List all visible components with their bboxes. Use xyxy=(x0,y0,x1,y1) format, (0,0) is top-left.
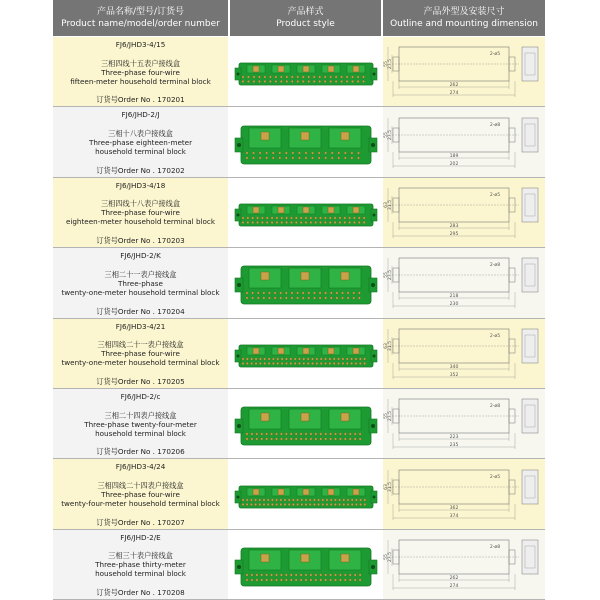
dim-half-height: 27.5 xyxy=(388,59,393,70)
model-number: FJ6/JHD3-4/21 xyxy=(115,321,166,331)
product-info-cell xyxy=(53,248,228,318)
terminal-block-photo xyxy=(233,393,379,455)
description-line: 三相十八表户接线盒 xyxy=(108,129,173,139)
dimension-drawing-cell xyxy=(383,459,545,529)
product-description xyxy=(61,340,219,367)
dim-mounting-width: 362 xyxy=(449,505,459,511)
product-image-cell xyxy=(230,389,381,459)
order-number: 订货号Order No . 170208 xyxy=(96,588,185,598)
table-row xyxy=(53,107,545,177)
product-image-cell xyxy=(230,37,381,107)
dim-hole-spec: 2-ø5 xyxy=(489,52,501,58)
description-line: 三相二十一表户接线盒 xyxy=(104,269,177,279)
description-line: Three-phase four-wire xyxy=(101,349,180,359)
table-row xyxy=(53,37,545,107)
dim-half-height: 31.5 xyxy=(388,481,393,492)
model-number: FJ6/JHD3-4/24 xyxy=(115,462,166,472)
dim-mounting-width: 262 xyxy=(449,83,459,89)
dim-mounting-width: 189 xyxy=(449,153,459,159)
description-line: twenty-one-meter household terminal block xyxy=(61,358,220,368)
product-image-cell xyxy=(230,107,381,177)
dim-half-height: 31.5 xyxy=(388,199,393,211)
product-image-cell xyxy=(230,248,381,318)
table-row xyxy=(53,178,545,248)
dimension-drawing-cell xyxy=(383,178,545,248)
dim-height: 55 xyxy=(384,131,389,138)
table-row xyxy=(53,459,545,529)
description-line: 三相四线十八表户接线盒 xyxy=(100,199,181,209)
header-col-product-name: 产品名称/型号/订货号 Product name/model/order number xyxy=(53,0,228,36)
table-header xyxy=(53,0,545,36)
description-line: twenty-four-meter household terminal block xyxy=(61,499,220,509)
table-row xyxy=(53,319,545,389)
description-line: household terminal block xyxy=(95,147,186,157)
product-table xyxy=(53,37,545,600)
terminal-block-photo xyxy=(233,323,379,385)
model-number: FJ6/JHD-2/E xyxy=(120,532,161,542)
product-description xyxy=(70,59,211,86)
product-image-cell xyxy=(230,178,381,248)
description-line: household terminal block xyxy=(95,428,186,438)
dim-hole-spec: 2-ø8 xyxy=(489,122,501,128)
dimension-drawing xyxy=(385,462,543,528)
header-col-dimension: 产品外型及安装尺寸 Outline and mounting dimension xyxy=(383,0,545,36)
dim-overall-width: 274 xyxy=(449,583,459,589)
dim-overall-width: 352 xyxy=(449,372,459,378)
dim-half-height: 27.5 xyxy=(388,129,393,140)
dim-overall-width: 295 xyxy=(449,231,459,237)
dimension-drawing xyxy=(385,532,543,598)
dim-half-height: 27.5 xyxy=(388,551,393,563)
model-number: FJ6/JHD-2/J xyxy=(121,110,160,120)
terminal-block-photo xyxy=(233,252,379,314)
dimension-drawing-cell xyxy=(383,37,545,107)
product-description xyxy=(61,481,220,508)
dim-height: 55 xyxy=(384,272,389,279)
model-number: FJ6/JHD-2/c xyxy=(120,391,161,401)
dim-height: 63 xyxy=(384,342,389,349)
dimension-drawing xyxy=(385,180,543,246)
dim-overall-width: 374 xyxy=(449,513,459,519)
dim-hole-spec: 2-ø8 xyxy=(489,404,501,410)
dim-mounting-width: 340 xyxy=(449,364,459,370)
terminal-block-photo xyxy=(233,464,379,526)
product-info-cell xyxy=(53,530,228,600)
product-description xyxy=(95,551,186,578)
dim-mounting-width: 218 xyxy=(449,294,459,300)
order-number: 订货号Order No . 170204 xyxy=(96,306,185,316)
order-number: 订货号Order No . 170202 xyxy=(96,165,185,175)
description-line: 三相四线二十一表户接线盒 xyxy=(97,340,184,350)
terminal-block-photo xyxy=(233,182,379,244)
dim-hole-spec: 2-ø5 xyxy=(489,474,501,480)
dimension-drawing xyxy=(385,39,543,105)
order-number: 订货号Order No . 170206 xyxy=(96,447,185,457)
dim-height: 55 xyxy=(384,61,389,68)
dimension-drawing xyxy=(385,391,543,457)
dim-mounting-width: 262 xyxy=(449,575,459,581)
dim-hole-spec: 2-ø8 xyxy=(489,544,501,550)
dimension-drawing-cell xyxy=(383,319,545,389)
description-line: household terminal block xyxy=(95,569,186,579)
description-line: 三相二十四表户接线盒 xyxy=(104,410,177,420)
terminal-block-photo xyxy=(233,41,379,103)
product-info-cell xyxy=(53,459,228,529)
dim-half-height: 27.5 xyxy=(388,270,393,281)
dim-overall-width: 235 xyxy=(449,443,459,449)
description-line: eighteen-meter household terminal block xyxy=(65,217,216,227)
model-number: FJ6/JHD-2/K xyxy=(120,251,161,261)
description-line: twenty-one-meter household terminal block xyxy=(61,287,220,297)
description-line: fifteen-meter household terminal block xyxy=(70,76,211,86)
product-image-cell xyxy=(230,459,381,529)
dim-height: 63 xyxy=(384,202,389,208)
dim-overall-width: 230 xyxy=(449,302,459,308)
dim-mounting-width: 283 xyxy=(449,223,459,229)
description-line: Three-phase xyxy=(118,278,163,288)
dimension-drawing-cell xyxy=(383,530,545,600)
product-info-cell xyxy=(53,389,228,459)
product-info-cell xyxy=(53,37,228,107)
description-line: Three-phase four-wire xyxy=(101,67,180,77)
table-row xyxy=(53,389,545,459)
table-row xyxy=(53,530,545,600)
product-info-cell xyxy=(53,178,228,248)
dim-height: 63 xyxy=(384,483,389,490)
product-description xyxy=(66,199,215,226)
product-description xyxy=(61,270,219,297)
table-row xyxy=(53,248,545,318)
description-line: Three-phase thirty-meter xyxy=(95,560,186,570)
dim-half-height: 31.5 xyxy=(388,340,393,351)
order-number: 订货号Order No . 170207 xyxy=(96,517,185,527)
order-number: 订货号Order No . 170205 xyxy=(96,376,185,386)
dim-hole-spec: 2-ø5 xyxy=(489,333,501,339)
product-description xyxy=(89,129,192,156)
order-number: 订货号Order No . 170201 xyxy=(96,95,185,105)
description-line: Three-phase eighteen-meter xyxy=(88,138,193,148)
product-image-cell xyxy=(230,530,381,600)
order-number: 订货号Order No . 170203 xyxy=(96,236,185,246)
product-description xyxy=(84,411,197,438)
product-info-cell xyxy=(53,319,228,389)
dim-height: 55 xyxy=(384,553,389,560)
header-col-product-style: 产品样式 Product style xyxy=(230,0,381,36)
description-line: Three-phase twenty-four-meter xyxy=(84,419,197,429)
dim-overall-width: 202 xyxy=(449,161,459,167)
model-number: FJ6/JHD3-4/15 xyxy=(115,40,166,49)
dimension-drawing-cell xyxy=(383,389,545,459)
dimension-drawing xyxy=(385,110,543,176)
dim-overall-width: 274 xyxy=(449,91,459,97)
dim-half-height: 27.5 xyxy=(388,411,393,422)
dim-mounting-width: 223 xyxy=(449,435,459,441)
product-image-cell xyxy=(230,319,381,389)
terminal-block-photo xyxy=(233,112,379,174)
product-info-cell xyxy=(53,107,228,177)
dim-hole-spec: 2-ø5 xyxy=(489,192,501,198)
description-line: 三相四线二十四表户接线盒 xyxy=(97,481,184,491)
dim-hole-spec: 2-ø8 xyxy=(489,263,501,269)
description-line: 三相四线十五表户接线盒 xyxy=(100,58,181,68)
description-line: Three-phase four-wire xyxy=(101,208,180,218)
description-line: 三相三十表户接线盒 xyxy=(108,551,173,561)
dimension-drawing-cell xyxy=(383,248,545,318)
model-number: FJ6/JHD3-4/18 xyxy=(115,180,166,190)
dim-height: 55 xyxy=(384,413,389,420)
terminal-block-photo xyxy=(233,534,379,596)
dimension-drawing xyxy=(385,250,543,316)
dimension-drawing-cell xyxy=(383,107,545,177)
description-line: Three-phase four-wire xyxy=(101,490,180,500)
dimension-drawing xyxy=(385,321,543,387)
